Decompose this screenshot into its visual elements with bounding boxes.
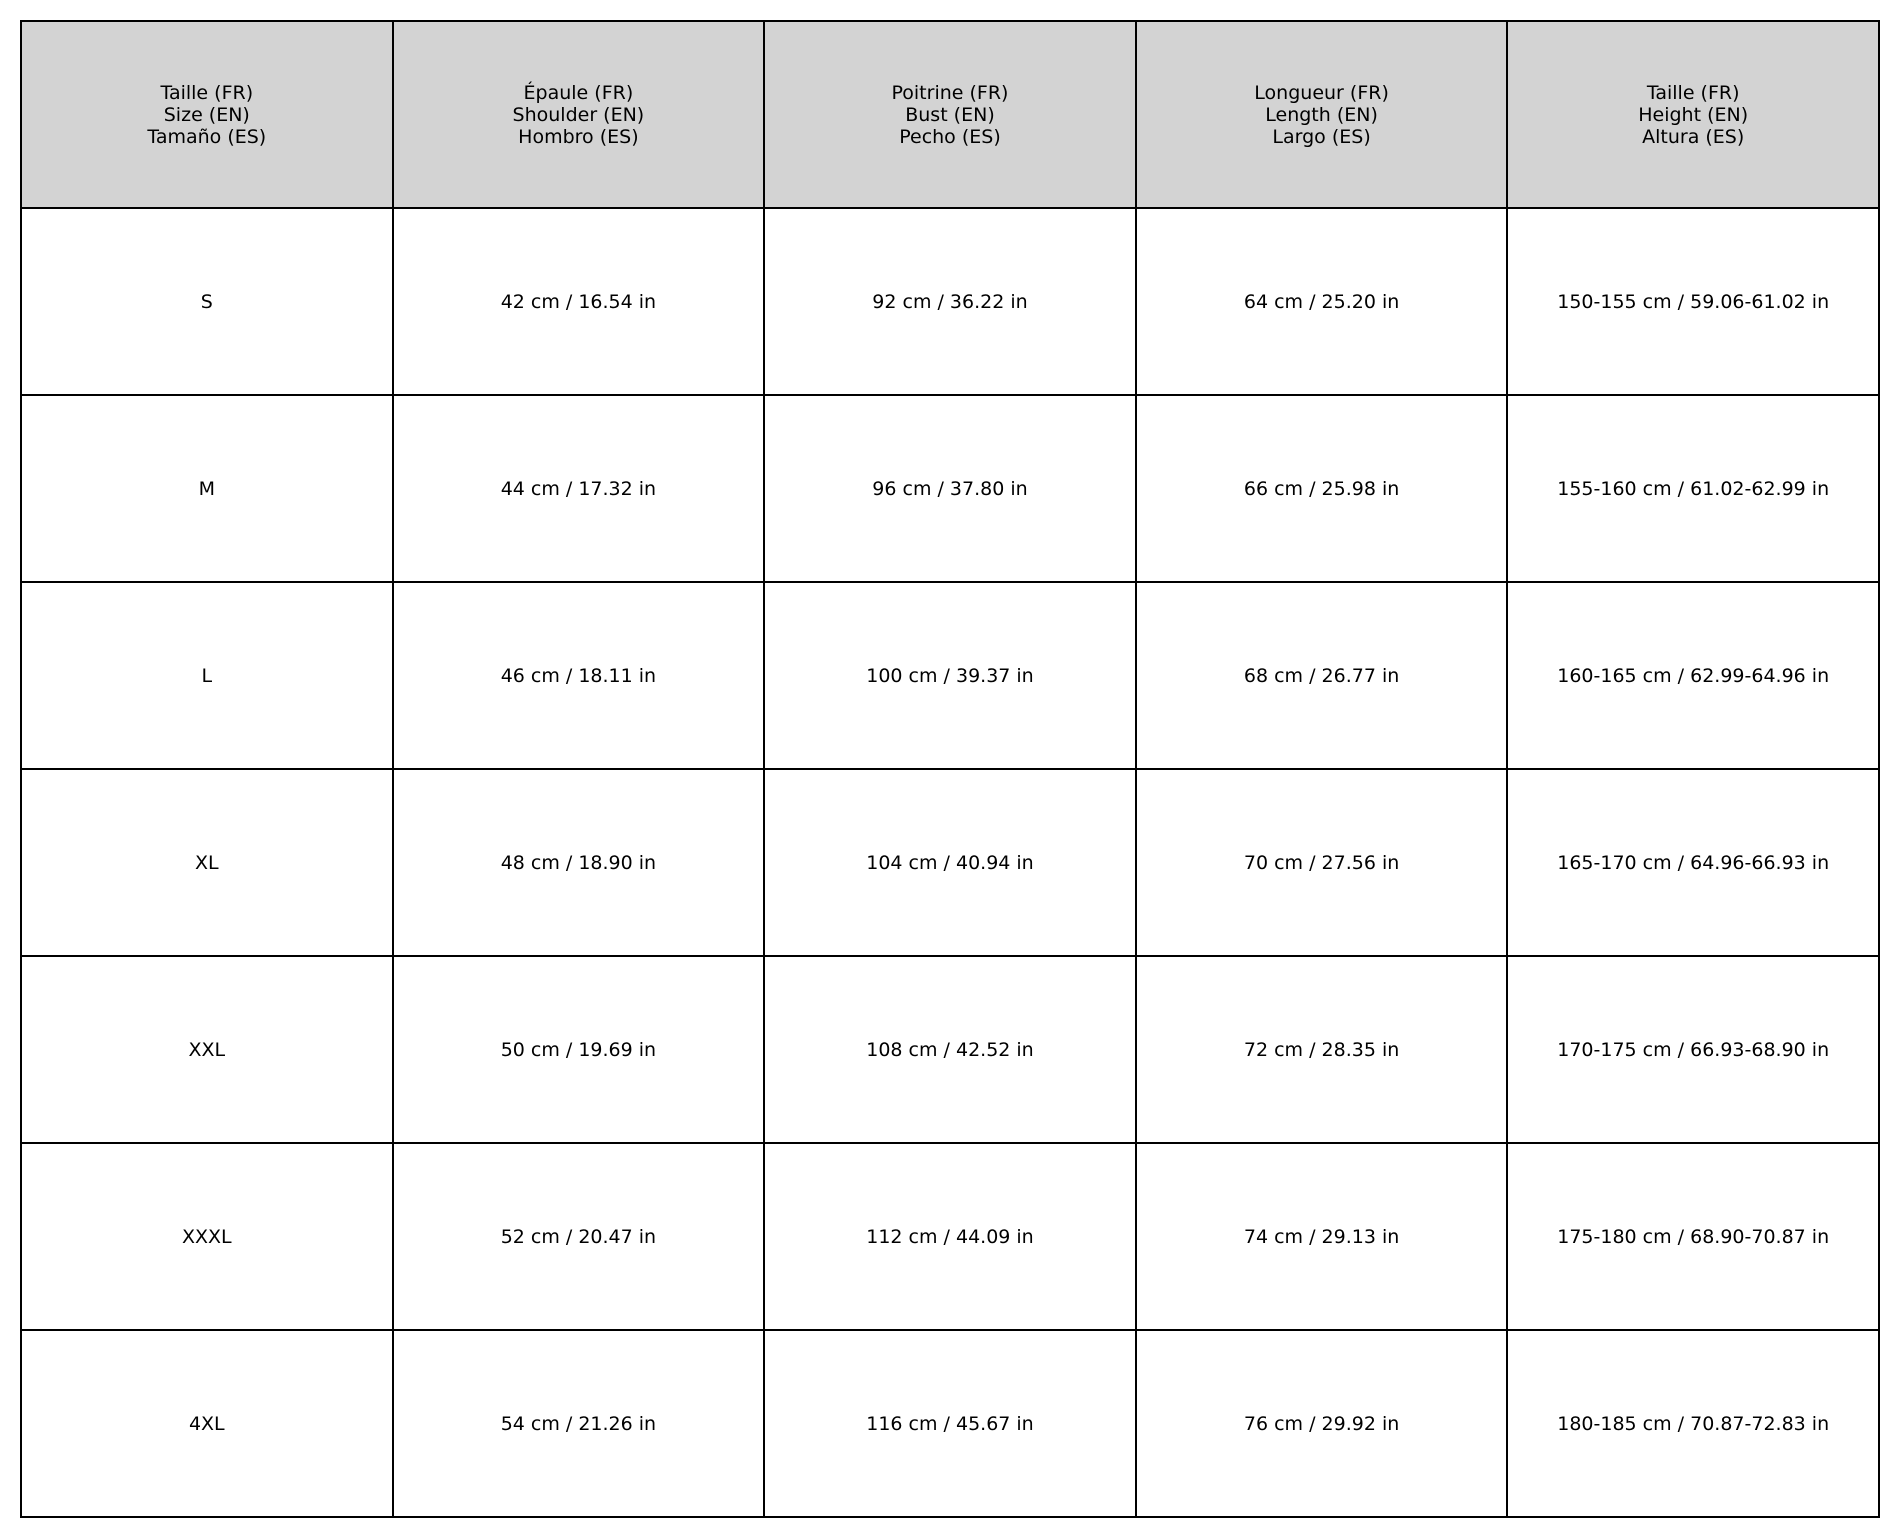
cell-size: XXL bbox=[21, 956, 393, 1143]
header-label-en: Shoulder (EN) bbox=[512, 103, 645, 126]
header-label-en: Size (EN) bbox=[163, 103, 250, 126]
cell-size: 4XL bbox=[21, 1330, 393, 1517]
table-row bbox=[21, 769, 1879, 956]
header-row bbox=[21, 21, 1879, 208]
header-label-es: Hombro (ES) bbox=[518, 125, 639, 148]
cell-height: 160-165 cm / 62.99-64.96 in bbox=[1507, 582, 1879, 769]
header-shoulder bbox=[393, 21, 765, 208]
cell-size: XXXL bbox=[21, 1143, 393, 1330]
table-header bbox=[21, 21, 1879, 208]
cell-bust: 108 cm / 42.52 in bbox=[764, 956, 1136, 1143]
cell-height: 155-160 cm / 61.02-62.99 in bbox=[1507, 395, 1879, 582]
cell-bust: 104 cm / 40.94 in bbox=[764, 769, 1136, 956]
cell-length: 72 cm / 28.35 in bbox=[1136, 956, 1508, 1143]
cell-size: S bbox=[21, 208, 393, 395]
cell-height: 175-180 cm / 68.90-70.87 in bbox=[1507, 1143, 1879, 1330]
cell-length: 64 cm / 25.20 in bbox=[1136, 208, 1508, 395]
header-label-fr: Épaule (FR) bbox=[523, 81, 634, 104]
header-label-en: Bust (EN) bbox=[905, 103, 995, 126]
cell-length: 74 cm / 29.13 in bbox=[1136, 1143, 1508, 1330]
cell-height: 180-185 cm / 70.87-72.83 in bbox=[1507, 1330, 1879, 1517]
cell-bust: 92 cm / 36.22 in bbox=[764, 208, 1136, 395]
header-label-en: Height (EN) bbox=[1638, 103, 1749, 126]
size-chart-table bbox=[20, 20, 1880, 1518]
header-label-es: Altura (ES) bbox=[1642, 125, 1745, 148]
table-row bbox=[21, 208, 1879, 395]
cell-bust: 112 cm / 44.09 in bbox=[764, 1143, 1136, 1330]
table-row bbox=[21, 395, 1879, 582]
header-label-fr: Longueur (FR) bbox=[1254, 81, 1389, 104]
cell-length: 76 cm / 29.92 in bbox=[1136, 1330, 1508, 1517]
cell-shoulder: 46 cm / 18.11 in bbox=[393, 582, 765, 769]
cell-length: 68 cm / 26.77 in bbox=[1136, 582, 1508, 769]
table-row bbox=[21, 1143, 1879, 1330]
cell-bust: 96 cm / 37.80 in bbox=[764, 395, 1136, 582]
header-label-fr: Poitrine (FR) bbox=[891, 81, 1009, 104]
cell-shoulder: 54 cm / 21.26 in bbox=[393, 1330, 765, 1517]
cell-bust: 100 cm / 39.37 in bbox=[764, 582, 1136, 769]
header-size bbox=[21, 21, 393, 208]
cell-shoulder: 50 cm / 19.69 in bbox=[393, 956, 765, 1143]
cell-shoulder: 42 cm / 16.54 in bbox=[393, 208, 765, 395]
header-label-fr: Taille (FR) bbox=[160, 81, 254, 104]
header-label-fr: Taille (FR) bbox=[1646, 81, 1740, 104]
cell-height: 165-170 cm / 64.96-66.93 in bbox=[1507, 769, 1879, 956]
header-label-es: Pecho (ES) bbox=[899, 125, 1001, 148]
table-row bbox=[21, 1330, 1879, 1517]
table-row bbox=[21, 582, 1879, 769]
cell-shoulder: 52 cm / 20.47 in bbox=[393, 1143, 765, 1330]
cell-shoulder: 48 cm / 18.90 in bbox=[393, 769, 765, 956]
header-height bbox=[1507, 21, 1879, 208]
cell-size: L bbox=[21, 582, 393, 769]
cell-height: 150-155 cm / 59.06-61.02 in bbox=[1507, 208, 1879, 395]
table-row bbox=[21, 956, 1879, 1143]
header-length bbox=[1136, 21, 1508, 208]
header-label-es: Largo (ES) bbox=[1272, 125, 1371, 148]
cell-bust: 116 cm / 45.67 in bbox=[764, 1330, 1136, 1517]
cell-size: M bbox=[21, 395, 393, 582]
cell-height: 170-175 cm / 66.93-68.90 in bbox=[1507, 956, 1879, 1143]
cell-size: XL bbox=[21, 769, 393, 956]
cell-length: 70 cm / 27.56 in bbox=[1136, 769, 1508, 956]
header-bust bbox=[764, 21, 1136, 208]
header-label-es: Tamaño (ES) bbox=[147, 125, 267, 148]
table-body bbox=[21, 208, 1879, 1517]
header-label-en: Length (EN) bbox=[1265, 103, 1378, 126]
cell-shoulder: 44 cm / 17.32 in bbox=[393, 395, 765, 582]
cell-length: 66 cm / 25.98 in bbox=[1136, 395, 1508, 582]
